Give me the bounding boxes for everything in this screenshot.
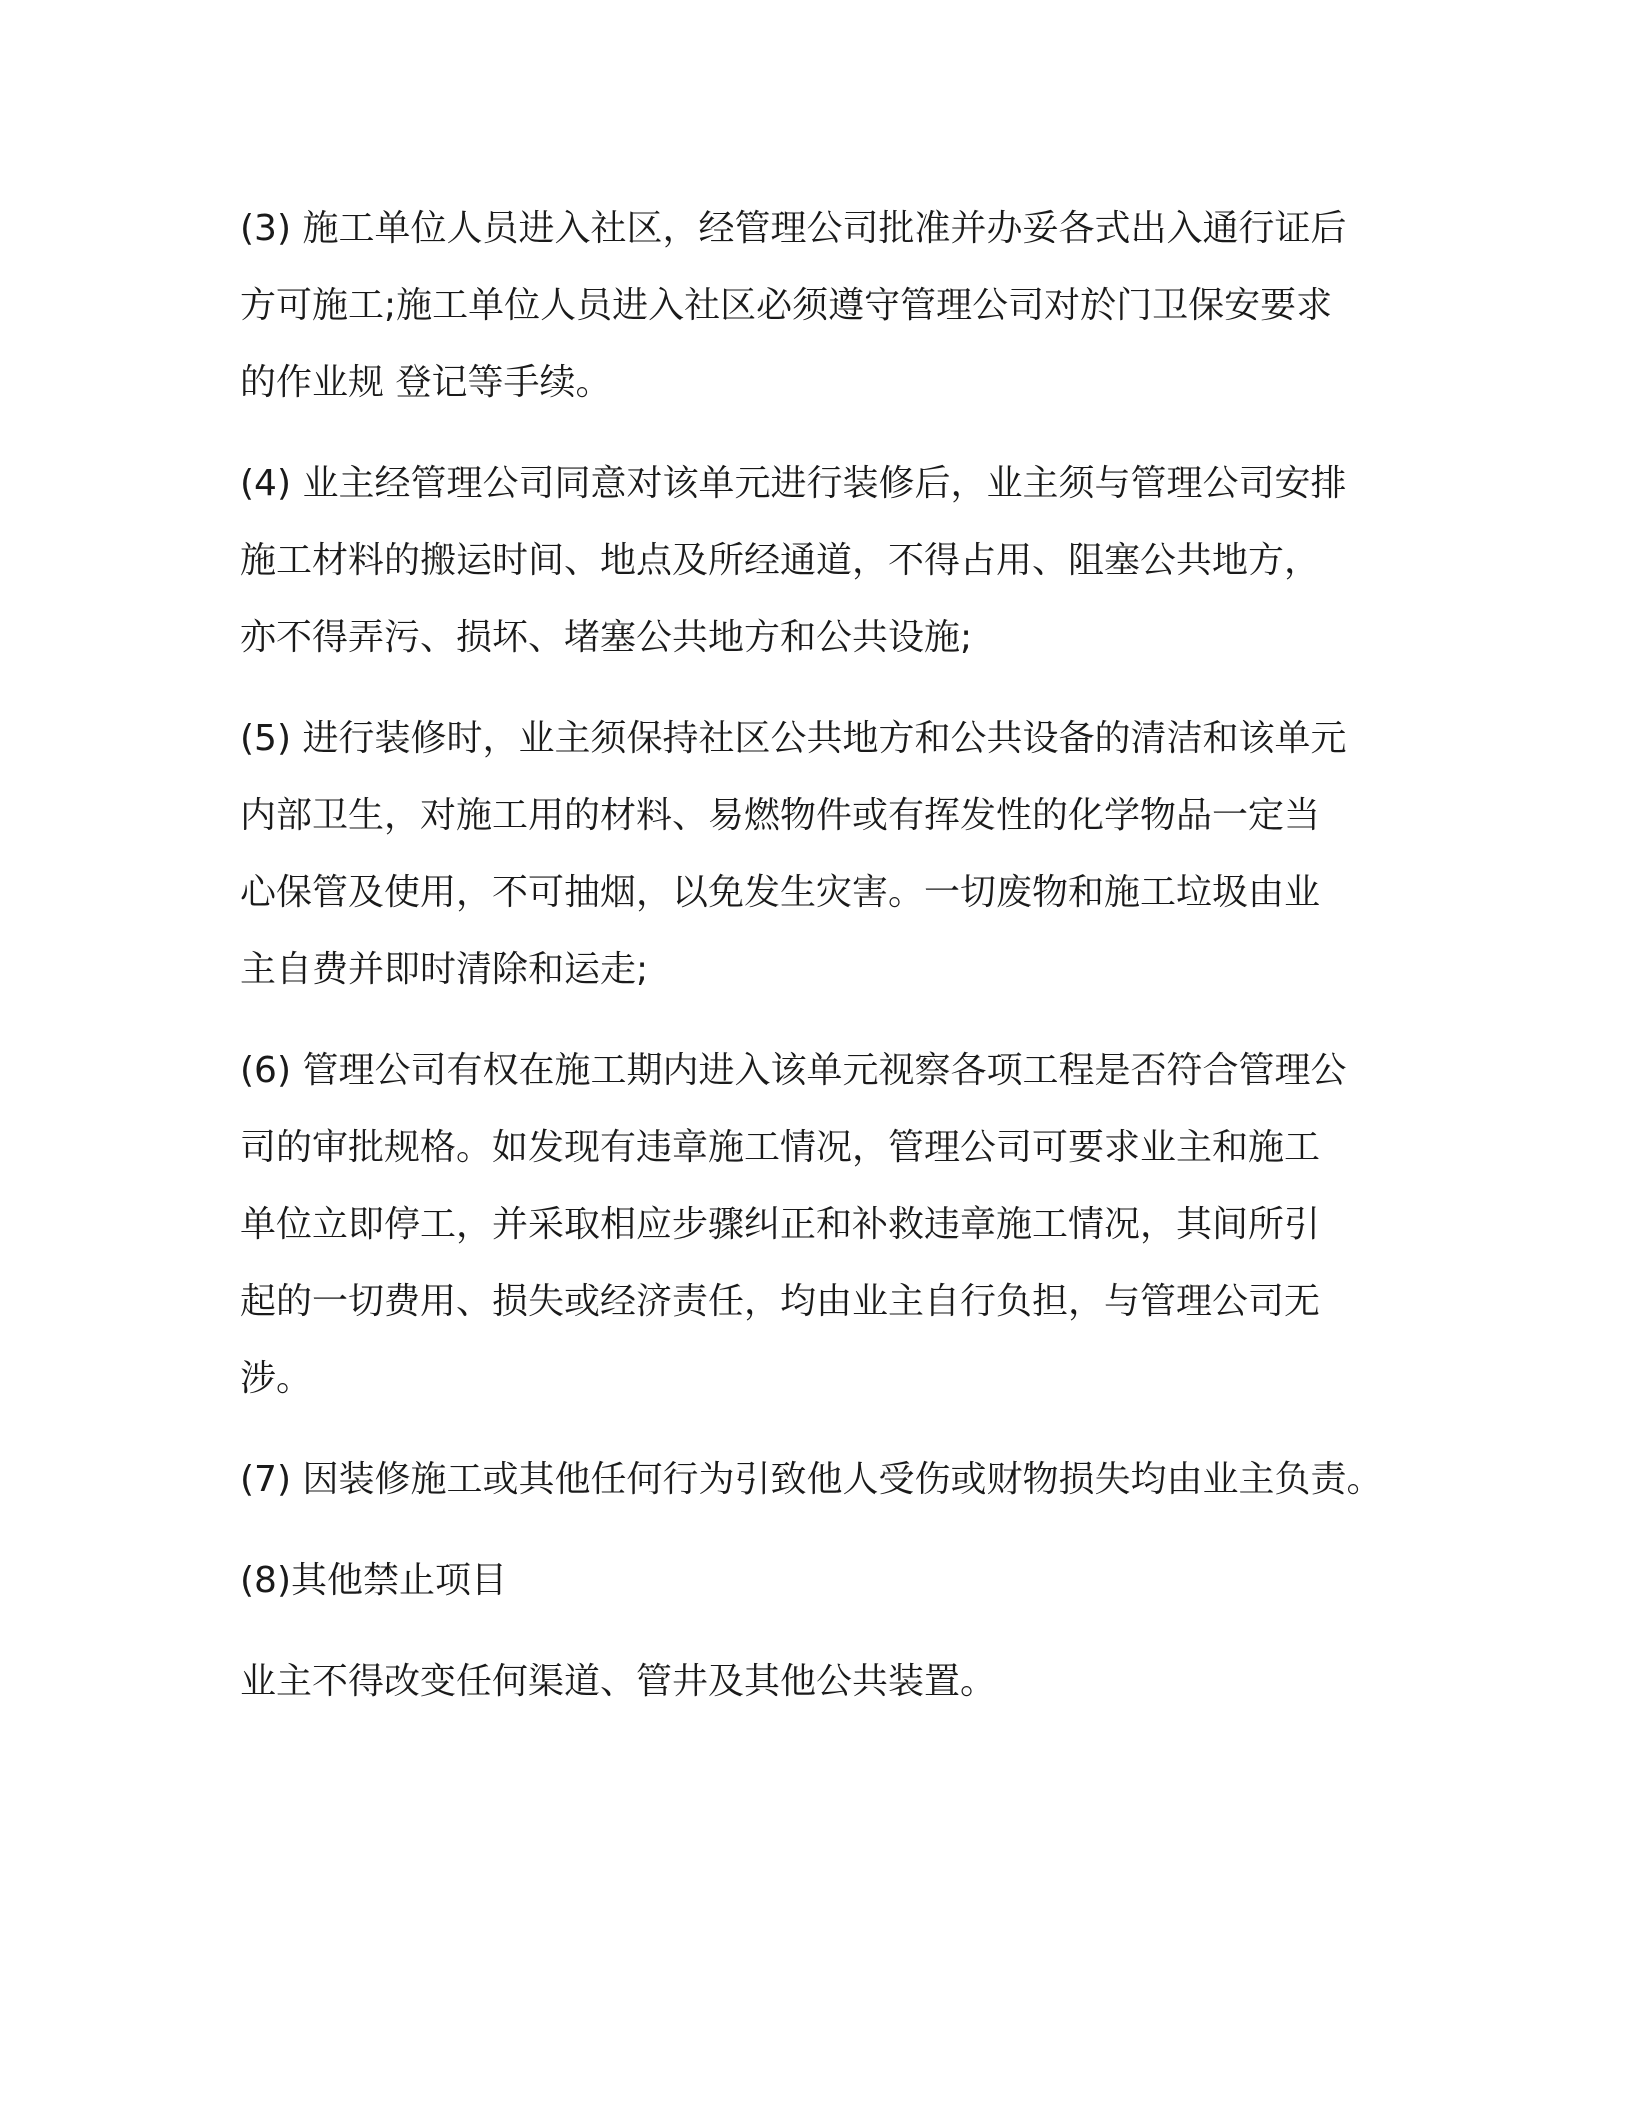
clause-5 [240,700,1400,1008]
text-line: 心保管及使用，不可抽烟，以免发生灾害。一切废物和施工垃圾由业 [240,872,1321,913]
clause-6 [240,1032,1400,1417]
text-line: (3) 施工单位人员进入社区，经管理公司批准并办妥各式出入通行证后 [240,208,1347,249]
text-line: (7) 因装修施工或其他任何行为引致他人受伤或财物损失均由业主负责。 [240,1459,1383,1500]
text-line: (8)其他禁止项目 [240,1560,507,1601]
text-line: (5) 进行装修时，业主须保持社区公共地方和公共设备的清洁和该单元 [240,718,1347,759]
text-line: 涉。 [240,1358,313,1399]
text-line: 单位立即停工，并采取相应步骤纠正和补救违章施工情况，其间所引 [240,1204,1321,1245]
text-line: 起的一切费用、损失或经济责任，均由业主自行负担，与管理公司无 [240,1281,1321,1322]
document-body [240,190,1400,1744]
clause-4 [240,445,1400,676]
clause-8-heading [240,1542,1400,1619]
text-line: 司的审批规格。如发现有违章施工情况，管理公司可要求业主和施工 [240,1127,1321,1168]
clause-7 [240,1441,1400,1518]
text-line: 主自费并即时清除和运走; [240,949,649,990]
text-line: 的作业规 登记等手续。 [240,362,612,403]
text-line: (4) 业主经管理公司同意对该单元进行装修后，业主须与管理公司安排 [240,463,1347,504]
text-line: 亦不得弄污、损坏、堵塞公共地方和公共设施; [240,617,973,658]
text-line: 业主不得改变任何渠道、管井及其他公共装置。 [240,1661,997,1702]
clause-8-body [240,1643,1400,1720]
text-line: 内部卫生，对施工用的材料、易燃物件或有挥发性的化学物品一定当 [240,795,1321,836]
text-line: (6) 管理公司有权在施工期内进入该单元视察各项工程是否符合管理公 [240,1050,1347,1091]
text-line: 施工材料的搬运时间、地点及所经通道，不得占用、阻塞公共地方， [240,540,1321,581]
clause-3 [240,190,1400,421]
text-line: 方可施工;施工单位人员进入社区必须遵守管理公司对於门卫保安要求 [240,285,1333,326]
